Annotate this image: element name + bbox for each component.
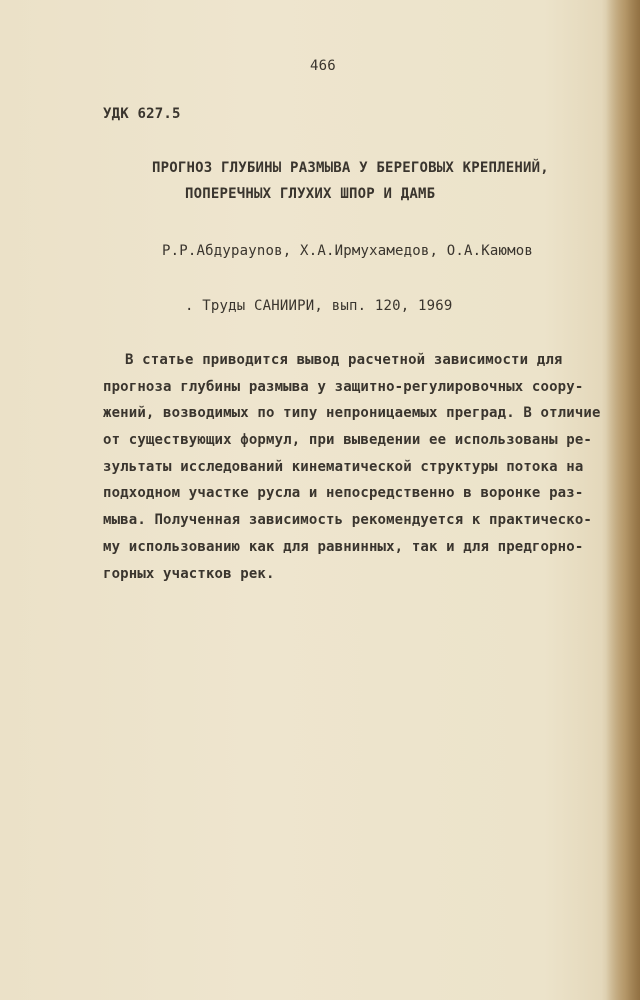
abstract-line: мыва. Полученная зависимость рекомендуется к практическо-: [103, 512, 592, 529]
abstract-line: зультаты исследований кинематической структуры потока на: [103, 458, 584, 475]
page-edge-shadow: [606, 0, 640, 1000]
udk-code: УДК 627.5: [103, 106, 181, 122]
page-number: 466: [310, 58, 336, 74]
title-line-2: ПОПЕРЕЧНЫХ ГЛУХИХ ШПОР И ДАМБ: [185, 186, 436, 202]
abstract-line: от существующих формул, при выведении ее использованы ре-: [103, 432, 592, 449]
abstract-line: му использованию как для равнинных, так и для предгорно-: [103, 538, 584, 555]
abstract-line: жений, возводимых по типу непроницаемых преград. В отличие: [103, 405, 601, 422]
abstract: [103, 350, 603, 590]
authors: Р.Р.Абдурауnов, Х.А.Ирмухамедов, О.А.Каюмов: [162, 243, 534, 259]
abstract-line: горных участков рек.: [103, 565, 275, 582]
abstract-line: подходном участке русла и непосредственно в воронке раз-: [103, 485, 584, 502]
title-line-1: ПРОГНОЗ ГЛУБИНЫ РАЗМЫВА У БЕРЕГОВЫХ КРЕПЛЕНИЙ,: [152, 160, 549, 176]
source-citation: . Труды САНИИРИ, вып. 120, 1969: [185, 298, 453, 314]
abstract-line: прогноза глубины размыва у защитно-регулировочных соору-: [103, 378, 584, 395]
abstract-line: В статье приводится вывод расчетной зависимости для: [125, 352, 563, 368]
